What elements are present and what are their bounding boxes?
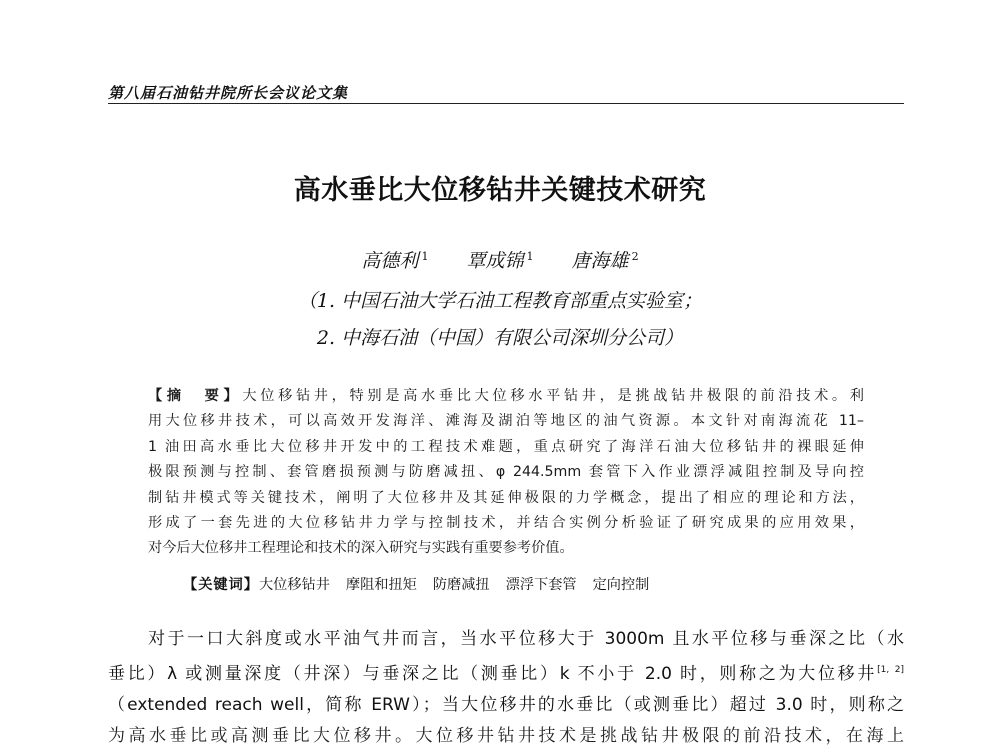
keyword: 漂浮下套管 [505,577,577,593]
abstract-line: 对今后大位移井工程理论和技术的深入研究与实践有重要参考价值。 [148,540,574,557]
author: 覃成锦 $^1$ [466,249,534,272]
keyword: 定向控制 [592,577,650,593]
abstract [148,384,864,562]
author: 高德利 $^1$ [361,249,429,272]
running-header: 第八届石油钻井院所长会议论文集 [108,84,349,102]
keywords-label: 【关键词】 [183,577,259,593]
abstract-line: 1 油田高水垂比大位移井开发中的工程技术难题，重点研究了海洋石油大位移钻井的裸眼延伸 [148,438,864,455]
keyword: 摩阻和扭矩 [345,577,417,593]
keywords [183,574,665,594]
affiliation-1: （1. 中国石油大学石油工程教育部重点实验室； [297,290,703,312]
abstract-line: 形成了一套先进的大位移钻井力学与控制技术，并结合实例分析验证了研究成果的应用效果， [148,515,864,532]
keyword: 防磨减扭 [432,577,490,593]
abstract-line: 制钻井模式等关键技术，阐明了大位移井及其延伸极限的力学概念，提出了相应的理论和方法， [148,489,864,506]
abstract-line: 【摘 要】大位移钻井，特别是高水垂比大位移水平钻井，是挑战钻井极限的前沿技术。利 [148,388,864,404]
body-line: （extended reach well，简称 ERW）；当大位移井的水垂比（或测垂比）超过 3.0 时，则称之 [108,695,904,715]
body-paragraph [108,624,904,752]
abstract-line: 用大位移井技术，可以高效开发海洋、滩海及湖泊等地区的油气资源。本文针对南海流花 11– [148,413,864,430]
keyword: 大位移钻井 [258,577,330,593]
author-list [0,246,1000,273]
citation-ref: [1, 2] [877,665,904,675]
paper-title: 高水垂比大位移钻井关键技术研究 [293,175,707,206]
author: 唐海雄 $^2$ [571,249,639,272]
header-rule [108,103,904,104]
body-line: 为高水垂比或高测垂比大位移井。大位移井钻井技术是挑战钻井极限的前沿技术，在海上 [108,726,904,746]
body-line: 垂比）λ 或测量深度（井深）与垂深之比（测垂比）k 不小于 2.0 时，则称之为大位移井[1, 2] [108,664,904,684]
affiliation-2: 2. 中海石油（中国）有限公司深圳分公司） [316,327,684,349]
abstract-label: 【摘 要】 [148,388,243,404]
abstract-line: 极限预测与控制、套管磨损预测与防磨减扭、φ 244.5mm 套管下入作业漂浮减阻控制及导向控 [148,464,864,481]
body-line: 对于一口大斜度或水平油气井而言，当水平位移大于 3000m 且水平位移与垂深之比（水 [148,629,904,649]
